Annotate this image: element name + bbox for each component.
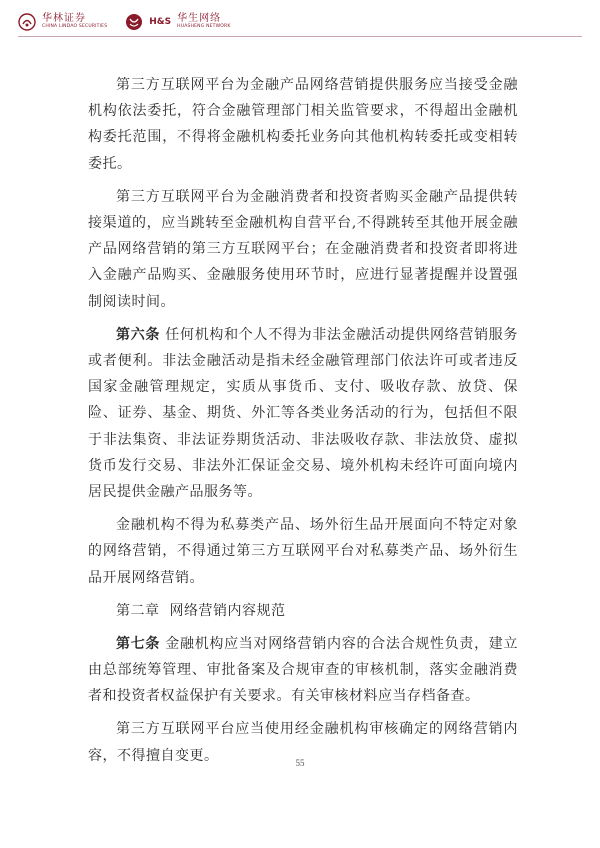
huasheng-logo-cn: 华生网络 <box>177 13 222 25</box>
chapter-heading <box>88 598 518 624</box>
article-number: 第六条 <box>116 326 161 343</box>
chapter-number: 第二章 <box>116 602 160 619</box>
huasheng-logo-text <box>177 14 230 30</box>
lindao-logo-icon <box>18 13 36 31</box>
lindao-logo-en: CHINA LINDAO SECURITIES <box>42 24 108 30</box>
paragraph-text: 第三方互联网平台应当使用经金融机构审核确定的网络营销内容，不得擅自变更。 <box>88 721 518 764</box>
huasheng-logo-en: HUASHENG NETWORK <box>177 24 231 30</box>
paragraph-p1 <box>88 72 518 177</box>
lindao-logo-text <box>42 14 107 30</box>
huasheng-logo-hs: H&S <box>149 17 172 27</box>
paragraph-text: 金融机构不得为私募类产品、场外衍生品开展面向不特定对象的网络营销，不得通过第三方互联网平台对私募类产品、场外衍生品开展网络营销。 <box>88 517 518 586</box>
page-header <box>18 10 582 34</box>
paragraph-text: 第三方互联网平台为金融消费者和投资者购买金融产品提供转接渠道的，应当跳转至金融机构自营平台,不得跳转至其他开展金融产品网络营销的第三方互联网平台；在金融消费者和投资者即将进入金融产品购买、金融服务使用环节时，应进行显著提醒并设置强制阅读时间。 <box>88 188 518 310</box>
document-body <box>88 72 518 776</box>
paragraph-text: 任何机构和个人不得为非法金融活动提供网络营销服务或者便利。非法金融活动是指未经金融管理部门依法许可或者违反国家金融管理规定，实质从事货币、支付、吸收存款、放贷、保险、证券、基金、期货、外汇等各类业务活动的行为，包括但不限于非法集资、非法证券期货活动、非法吸收存款、非法放贷、虚拟货币发行交易、非法外汇保证金交易、境外机构未经许可面向境内居民提供金融产品服务等。 <box>88 326 519 501</box>
paragraph-p4 <box>88 512 518 591</box>
paragraph-p2 <box>88 184 518 315</box>
paragraph-article-6 <box>88 322 518 505</box>
header-divider <box>18 36 582 37</box>
lindao-logo-cn: 华林证券 <box>42 13 86 25</box>
huasheng-logo-icon <box>125 13 143 31</box>
paragraph-text: 第三方互联网平台为金融产品网络营销提供服务应当接受金融机构依法委托，符合金融管理部门相关监管要求，不得超出金融机构委托范围，不得将金融机构委托业务向其他机构转委托或变相转委托。 <box>88 77 518 172</box>
chapter-title: 网络营销内容规范 <box>169 602 286 619</box>
paragraph-article-7 <box>88 631 518 710</box>
article-number: 第七条 <box>116 635 161 652</box>
paragraph-text: 金融机构应当对网络营销内容的合法合规性负责，建立由总部统筹管理、审批备案及合规审查的审核机制，落实金融消费者和投资者权益保护有关要求。有关审核材料应当存档备查。 <box>88 635 519 705</box>
page-number: 55 <box>295 758 305 768</box>
